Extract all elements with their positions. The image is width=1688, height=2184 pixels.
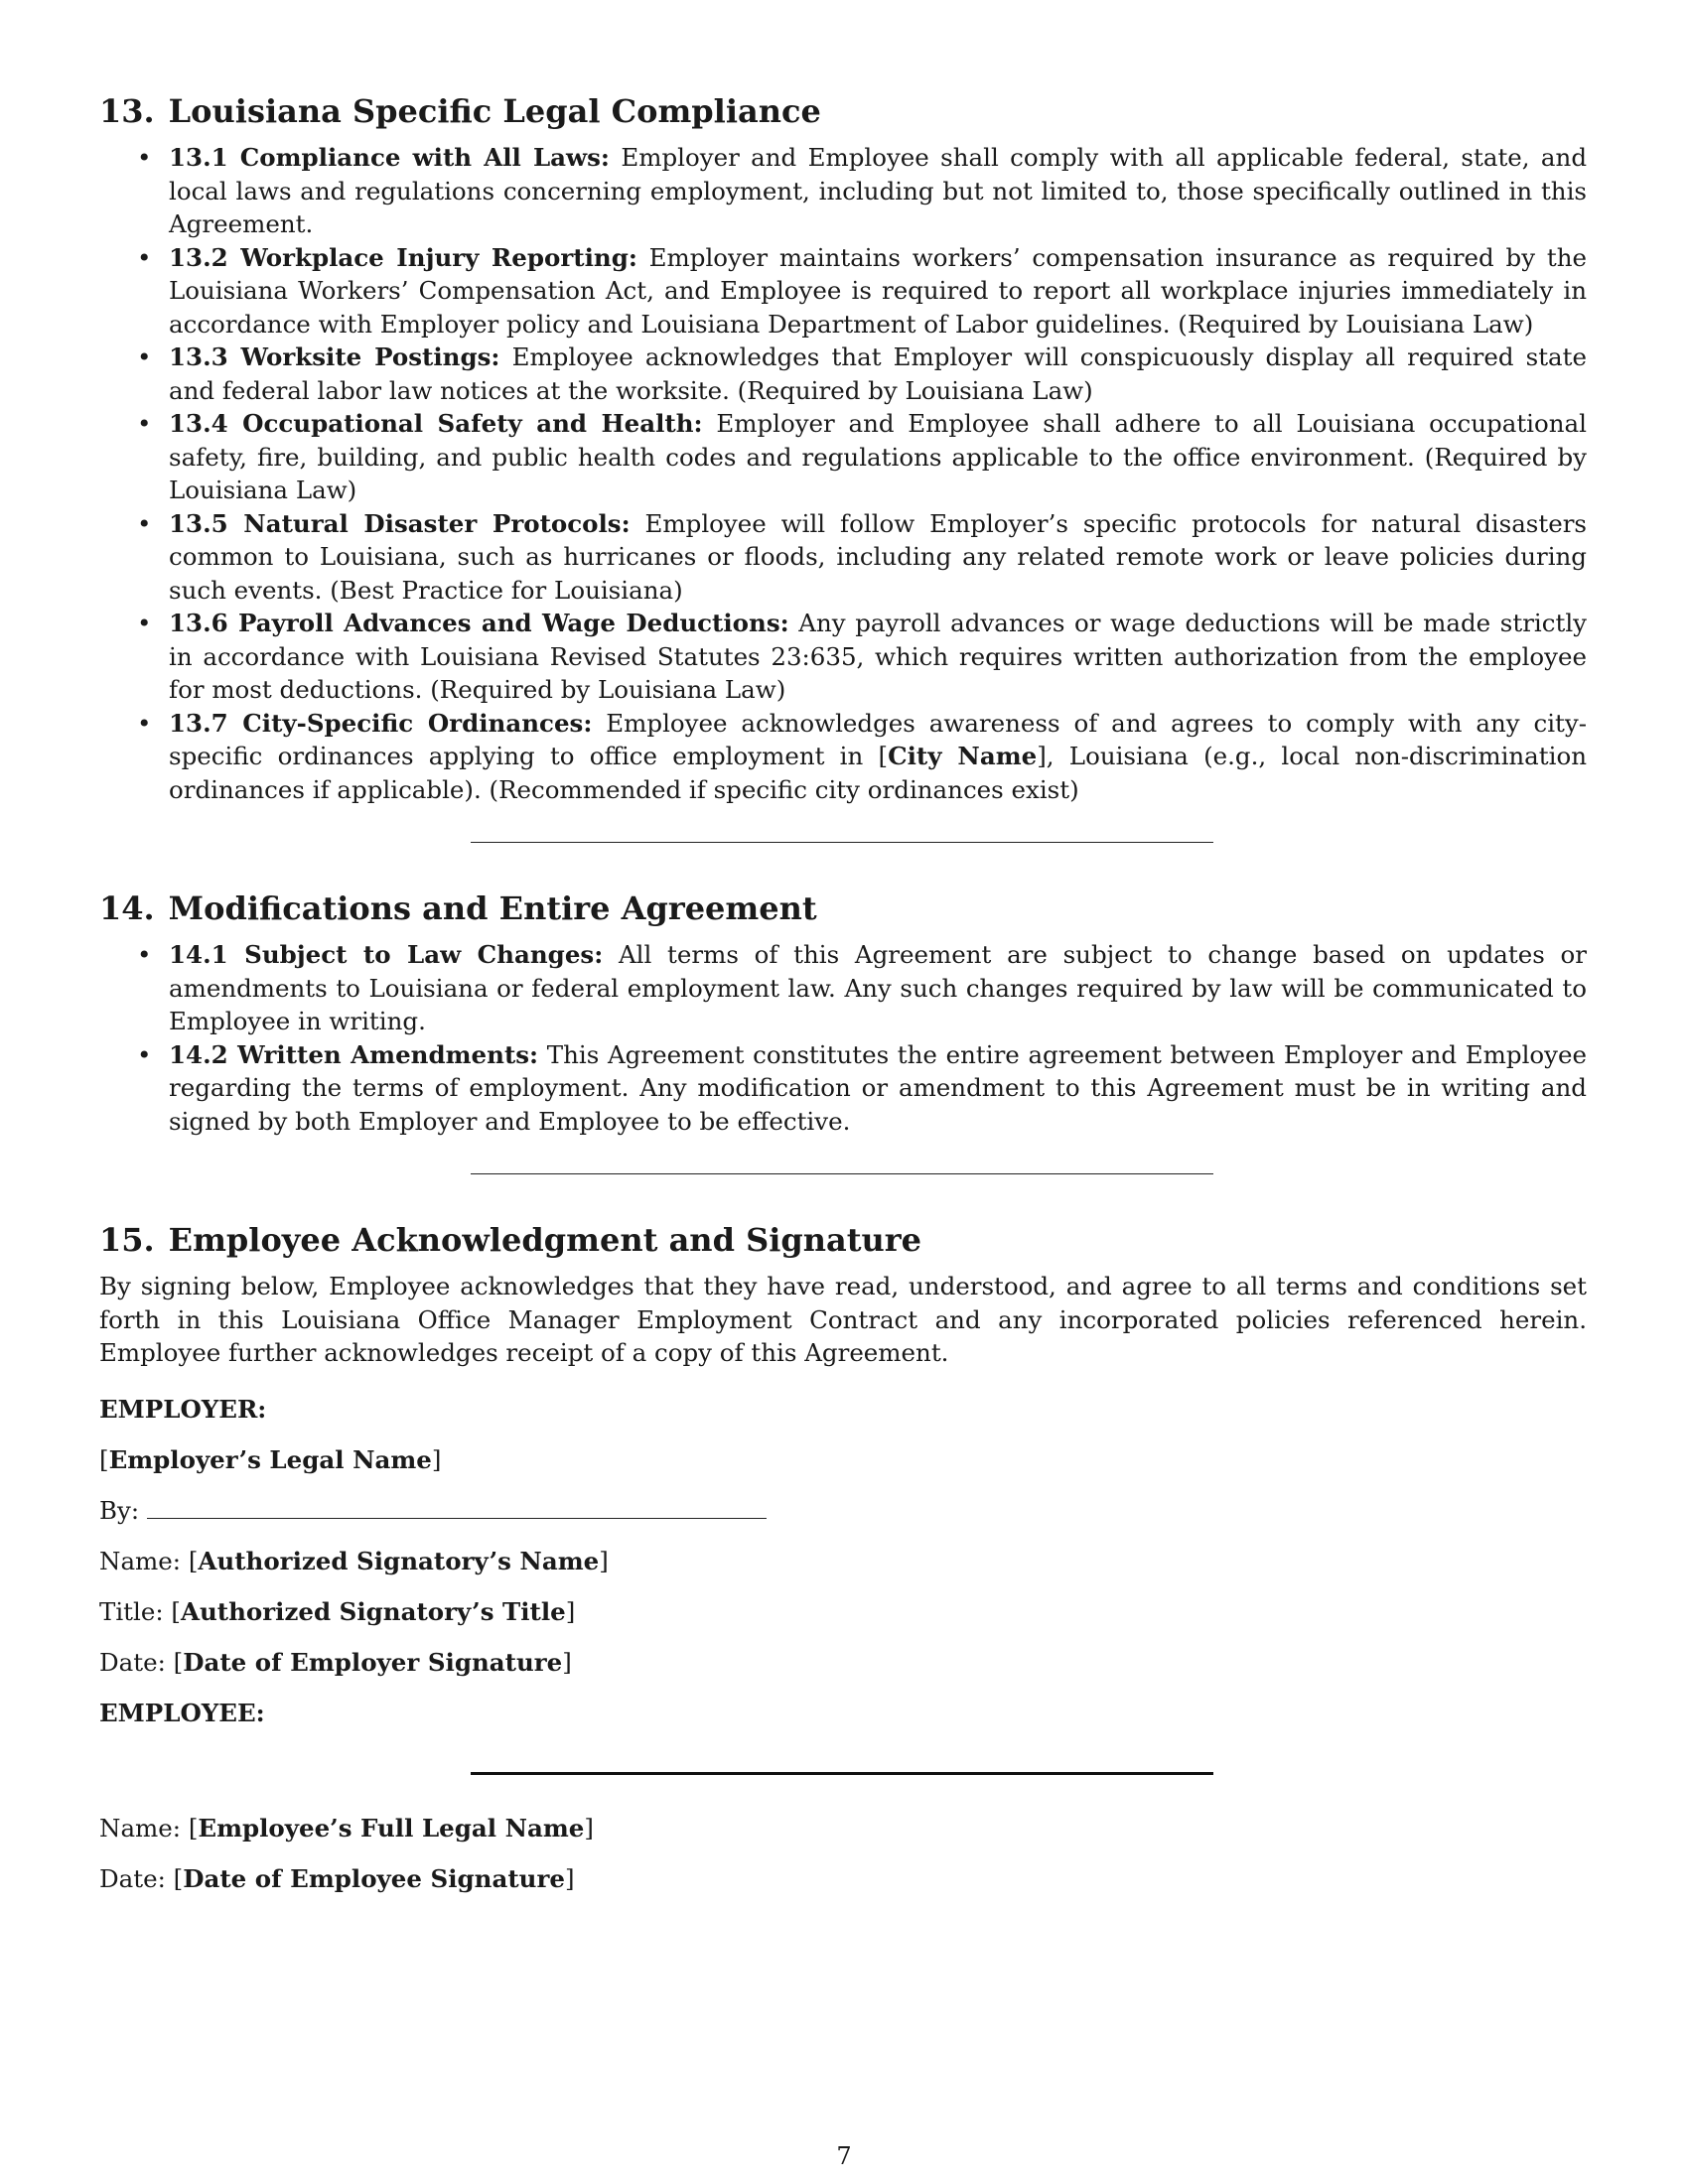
section-number: 14. xyxy=(99,889,155,927)
list-item xyxy=(99,141,1587,241)
clause-label: 13.4 Occupational Safety and Health: xyxy=(169,409,703,438)
section-title: Louisiana Specific Legal Compliance xyxy=(168,92,821,130)
section-number: 13. xyxy=(99,92,155,130)
list-item xyxy=(99,407,1587,507)
employer-name-placeholder: Employer’s Legal Name xyxy=(108,1444,432,1474)
clause-text: Employer and Employee shall comply with all applicable federal, state, and local laws and regulations concerning employment, including but not limited to, those specifically outlined in this Agreement. xyxy=(169,143,1588,238)
list-item xyxy=(99,241,1587,341)
employer-signature-line xyxy=(99,1485,1587,1536)
clause-label: 13.2 Workplace Injury Reporting: xyxy=(169,242,637,272)
employee-name-placeholder: Employee’s Full Legal Name xyxy=(198,1813,585,1843)
clause-text: Employer and Employee shall adhere to all Louisiana occupational safety, fire, building, and public health codes and regulations applicable to the office environment. (Required by Louisiana Law) xyxy=(169,409,1587,504)
date-label: Date: xyxy=(99,1863,166,1893)
date-label: Date: xyxy=(99,1647,166,1677)
employee-signature-line[interactable] xyxy=(471,1772,1213,1775)
by-label: By: xyxy=(99,1495,140,1525)
name-label: Name: xyxy=(99,1546,182,1575)
clause-text: All terms of this Agreement are subject to change based on updates or amendments to Louisiana or federal employment law. Any such changes required by law will be communicated to Employee in writing. xyxy=(169,940,1587,1035)
section-14-heading xyxy=(99,888,1587,928)
employer-date-placeholder: Date of Employer Signature xyxy=(183,1647,563,1677)
signatory-title-placeholder: Authorized Signatory’s Title xyxy=(180,1596,566,1626)
clause-label: 13.5 Natural Disaster Protocols: xyxy=(169,508,631,538)
section-number: 15. xyxy=(99,1221,155,1259)
clause-label: 13.3 Worksite Postings: xyxy=(169,342,500,371)
clause-label: 13.1 Compliance with All Laws: xyxy=(169,143,610,172)
section-15-heading xyxy=(99,1220,1587,1260)
employer-signatory-title-line: Title: [Authorized Signatory’s Title] xyxy=(99,1596,576,1626)
section-divider xyxy=(471,842,1213,843)
section-title: Modifications and Entire Agreement xyxy=(168,889,817,927)
list-item xyxy=(99,938,1587,1038)
employee-date-placeholder: Date of Employee Signature xyxy=(183,1863,565,1893)
section-title: Employee Acknowledgment and Signature xyxy=(168,1221,921,1259)
acknowledgment-paragraph: By signing below, Employee acknowledges that they have read, understood, and agree to all terms and conditions set forth in this Louisiana Office Manager Employment Contract and any incorporated policies referenced herein. Employee further acknowledges receipt of a copy of this Agreement. xyxy=(99,1272,1587,1367)
clause-text: This Agreement constitutes the entire agreement between Employer and Employee regarding the terms of employment. Any modification or amendment to this Agreement must be in writing and signed by both Employer and Employee to be effective. xyxy=(169,1039,1587,1136)
list-item xyxy=(99,1038,1587,1139)
employer-legal-name: [Employer’s Legal Name] xyxy=(99,1444,442,1474)
page-number: 7 xyxy=(836,2142,852,2170)
section-14-list xyxy=(99,938,1587,1138)
section-13-list xyxy=(99,141,1587,806)
list-item xyxy=(99,607,1587,707)
clause-text: Employee acknowledges awareness of and agrees to comply with any city-specific ordinances applying to office employment in [ xyxy=(169,708,1588,770)
clause-text: Employee will follow Employer’s specific protocols for natural disasters common to Louisiana, such as hurricanes or floods, including any related remote work or leave policies during such events. (Best Practice for Louisiana) xyxy=(169,508,1588,605)
clause-label: 14.2 Written Amendments: xyxy=(169,1039,539,1069)
list-item xyxy=(99,341,1587,407)
signature-blank[interactable] xyxy=(147,1494,767,1519)
list-item xyxy=(99,707,1587,807)
clause-label: 14.1 Subject to Law Changes: xyxy=(169,940,604,969)
section-13-heading xyxy=(99,91,1587,131)
clause-label: 13.7 City-Specific Ordinances: xyxy=(169,708,593,738)
employer-date-line: Date: [Date of Employer Signature] xyxy=(99,1647,572,1677)
clause-text: Employer maintains workers’ compensation insurance as required by the Louisiana Workers’ Compensation Act, and Employee is required to report all workplace injuries immediately in accordance with Employer policy and Louisiana Department of Labor guidelines. (Required by Louisiana Law) xyxy=(169,242,1587,339)
clause-text: Employee acknowledges that Employer will conspicuously display all required state and federal labor law notices at the worksite. (Required by Louisiana Law) xyxy=(169,342,1587,405)
clause-text-cont: ], Louisiana (e.g., local non-discrimination ordinances if applicable). (Recommended if specific city ordinances exist) xyxy=(169,742,1588,804)
title-label: Title: xyxy=(99,1596,164,1626)
city-name-placeholder: City Name xyxy=(888,742,1038,770)
clause-text: Any payroll advances or wage deductions will be made strictly in accordance with Louisiana Revised Statutes 23:635, which requires written authorization from the employee for most deductions. (Required by Louisiana Law) xyxy=(169,609,1587,704)
list-item xyxy=(99,507,1587,608)
name-label: Name: xyxy=(99,1813,182,1843)
document-page xyxy=(99,91,1587,1904)
employer-signatory-name-line: Name: [Authorized Signatory’s Name] xyxy=(99,1546,609,1575)
signatory-name-placeholder: Authorized Signatory’s Name xyxy=(198,1546,600,1575)
employee-name-line: Name: [Employee’s Full Legal Name] xyxy=(99,1813,594,1843)
employee-date-line: Date: [Date of Employee Signature] xyxy=(99,1863,575,1893)
clause-label: 13.6 Payroll Advances and Wage Deductions: xyxy=(169,609,789,637)
section-divider xyxy=(471,1173,1213,1174)
employer-heading: EMPLOYER: xyxy=(99,1394,267,1424)
employee-heading: EMPLOYEE: xyxy=(99,1698,265,1727)
